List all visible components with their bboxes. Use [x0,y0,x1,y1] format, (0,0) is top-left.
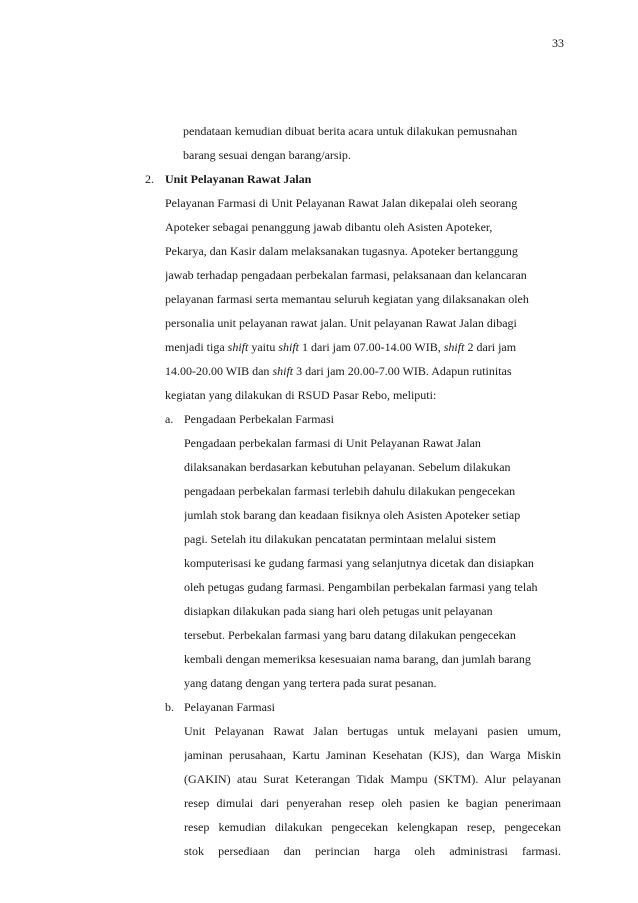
subsection-line: jaminan perusahaan, Kartu Jaminan Kesehatan (KJS), dan Warga Miskin [184,748,561,762]
section-line: jawab terhadap pengadaan perbekalan farmasi, pelaksanaan dan kelancaran [165,268,527,282]
subsection-heading-a [165,407,561,431]
subsection-title: Pelayanan Farmasi [184,700,275,714]
intro-line: pendataan kemudian dibuat berita acara untuk dilakukan pemusnahan [183,124,518,138]
intro-line: barang sesuai dengan barang/arsip. [183,148,351,162]
page-number: 33 [552,36,564,50]
subsection-line: pagi. Setelah itu dilakukan pencatatan permintaan melalui sistem [184,532,496,546]
subsection-line: (GAKIN) atau Surat Keterangan Tidak Mampu (SKTM). Alur pelayanan [184,772,561,786]
section-line: Pekarya, dan Kasir dalam melaksanakan tugasnya. Apoteker bertanggung [165,244,518,258]
subsection-paragraph-b [184,719,561,863]
subsection-line: stok persediaan dan perincian harga oleh administrasi farmasi. [184,844,561,858]
subsection-line: Unit Pelayanan Rawat Jalan bertugas untuk melayani pasien umum, [184,724,561,738]
section-line: pelayanan farmasi serta memantau seluruh kegiatan yang dilaksanakan oleh [165,292,529,306]
subsection-title: Pengadaan Perbekalan Farmasi [184,412,334,426]
intro-paragraph [183,119,561,167]
subsection-line: kembali dengan memeriksa kesesuaian nama barang, dan jumlah barang [184,652,531,666]
subsection-marker: a. [165,412,174,426]
emphasis-term: shift [272,364,294,378]
subsection-marker: b. [165,700,174,714]
section-heading [145,167,565,191]
subsection-line: komputerisasi ke gudang farmasi yang selanjutnya dicetak dan disiapkan [184,556,534,570]
subsection-line: pengadaan perbekalan farmasi terlebih dahulu dilakukan pengecekan [184,484,516,498]
section-line: kegiatan yang dilakukan di RSUD Pasar Rebo, meliputi: [165,388,437,402]
section-line: Pelayanan Farmasi di Unit Pelayanan Rawat Jalan dikepalai oleh seorang [165,196,518,210]
subsection-line: disiapkan dilakukan pada siang hari oleh petugas unit pelayanan [184,604,493,618]
subsection-line: resep kemudian dilakukan pengecekan kelengkapan resep, pengecekan [184,820,561,834]
section-paragraph [165,191,561,407]
subsection-line: dilaksanakan berdasarkan kebutuhan pelayanan. Sebelum dilakukan [184,460,511,474]
emphasis-term: shift [278,340,299,354]
subsection-line: jumlah stok barang dan keadaan fisiknya oleh Asisten Apoteker setiap [184,508,521,522]
section-title: Unit Pelayanan Rawat Jalan [165,172,312,186]
section-line: Apoteker sebagai penanggung jawab dibantu oleh Asisten Apoteker, [165,220,493,234]
section-line: 14.00-20.00 WIB dan shift 3 dari jam 20.00-7.00 WIB. Adapun rutinitas [165,364,512,378]
emphasis-term: shift [227,340,249,354]
subsection-paragraph-a [184,431,561,695]
section-line: menjadi tiga shift yaitu shift 1 dari jam 07.00-14.00 WIB, shift 2 dari jam [165,340,517,354]
subsection-line: tersebut. Perbekalan farmasi yang baru datang dilakukan pengecekan [184,628,516,642]
emphasis-term: shift [443,340,465,354]
subsection-line: Pengadaan perbekalan farmasi di Unit Pelayanan Rawat Jalan [184,436,481,450]
section-number: 2. [145,172,154,186]
subsection-line: resep dimulai dari penyerahan resep oleh pasien ke bagian penerimaan [184,796,561,810]
subsection-heading-b [165,695,561,719]
subsection-line: yang datang dengan yang tertera pada surat pesanan. [184,676,437,690]
subsection-line: oleh petugas gudang farmasi. Pengambilan perbekalan farmasi yang telah [184,580,538,594]
section-line: personalia unit pelayanan rawat jalan. Unit pelayanan Rawat Jalan dibagi [165,316,517,330]
